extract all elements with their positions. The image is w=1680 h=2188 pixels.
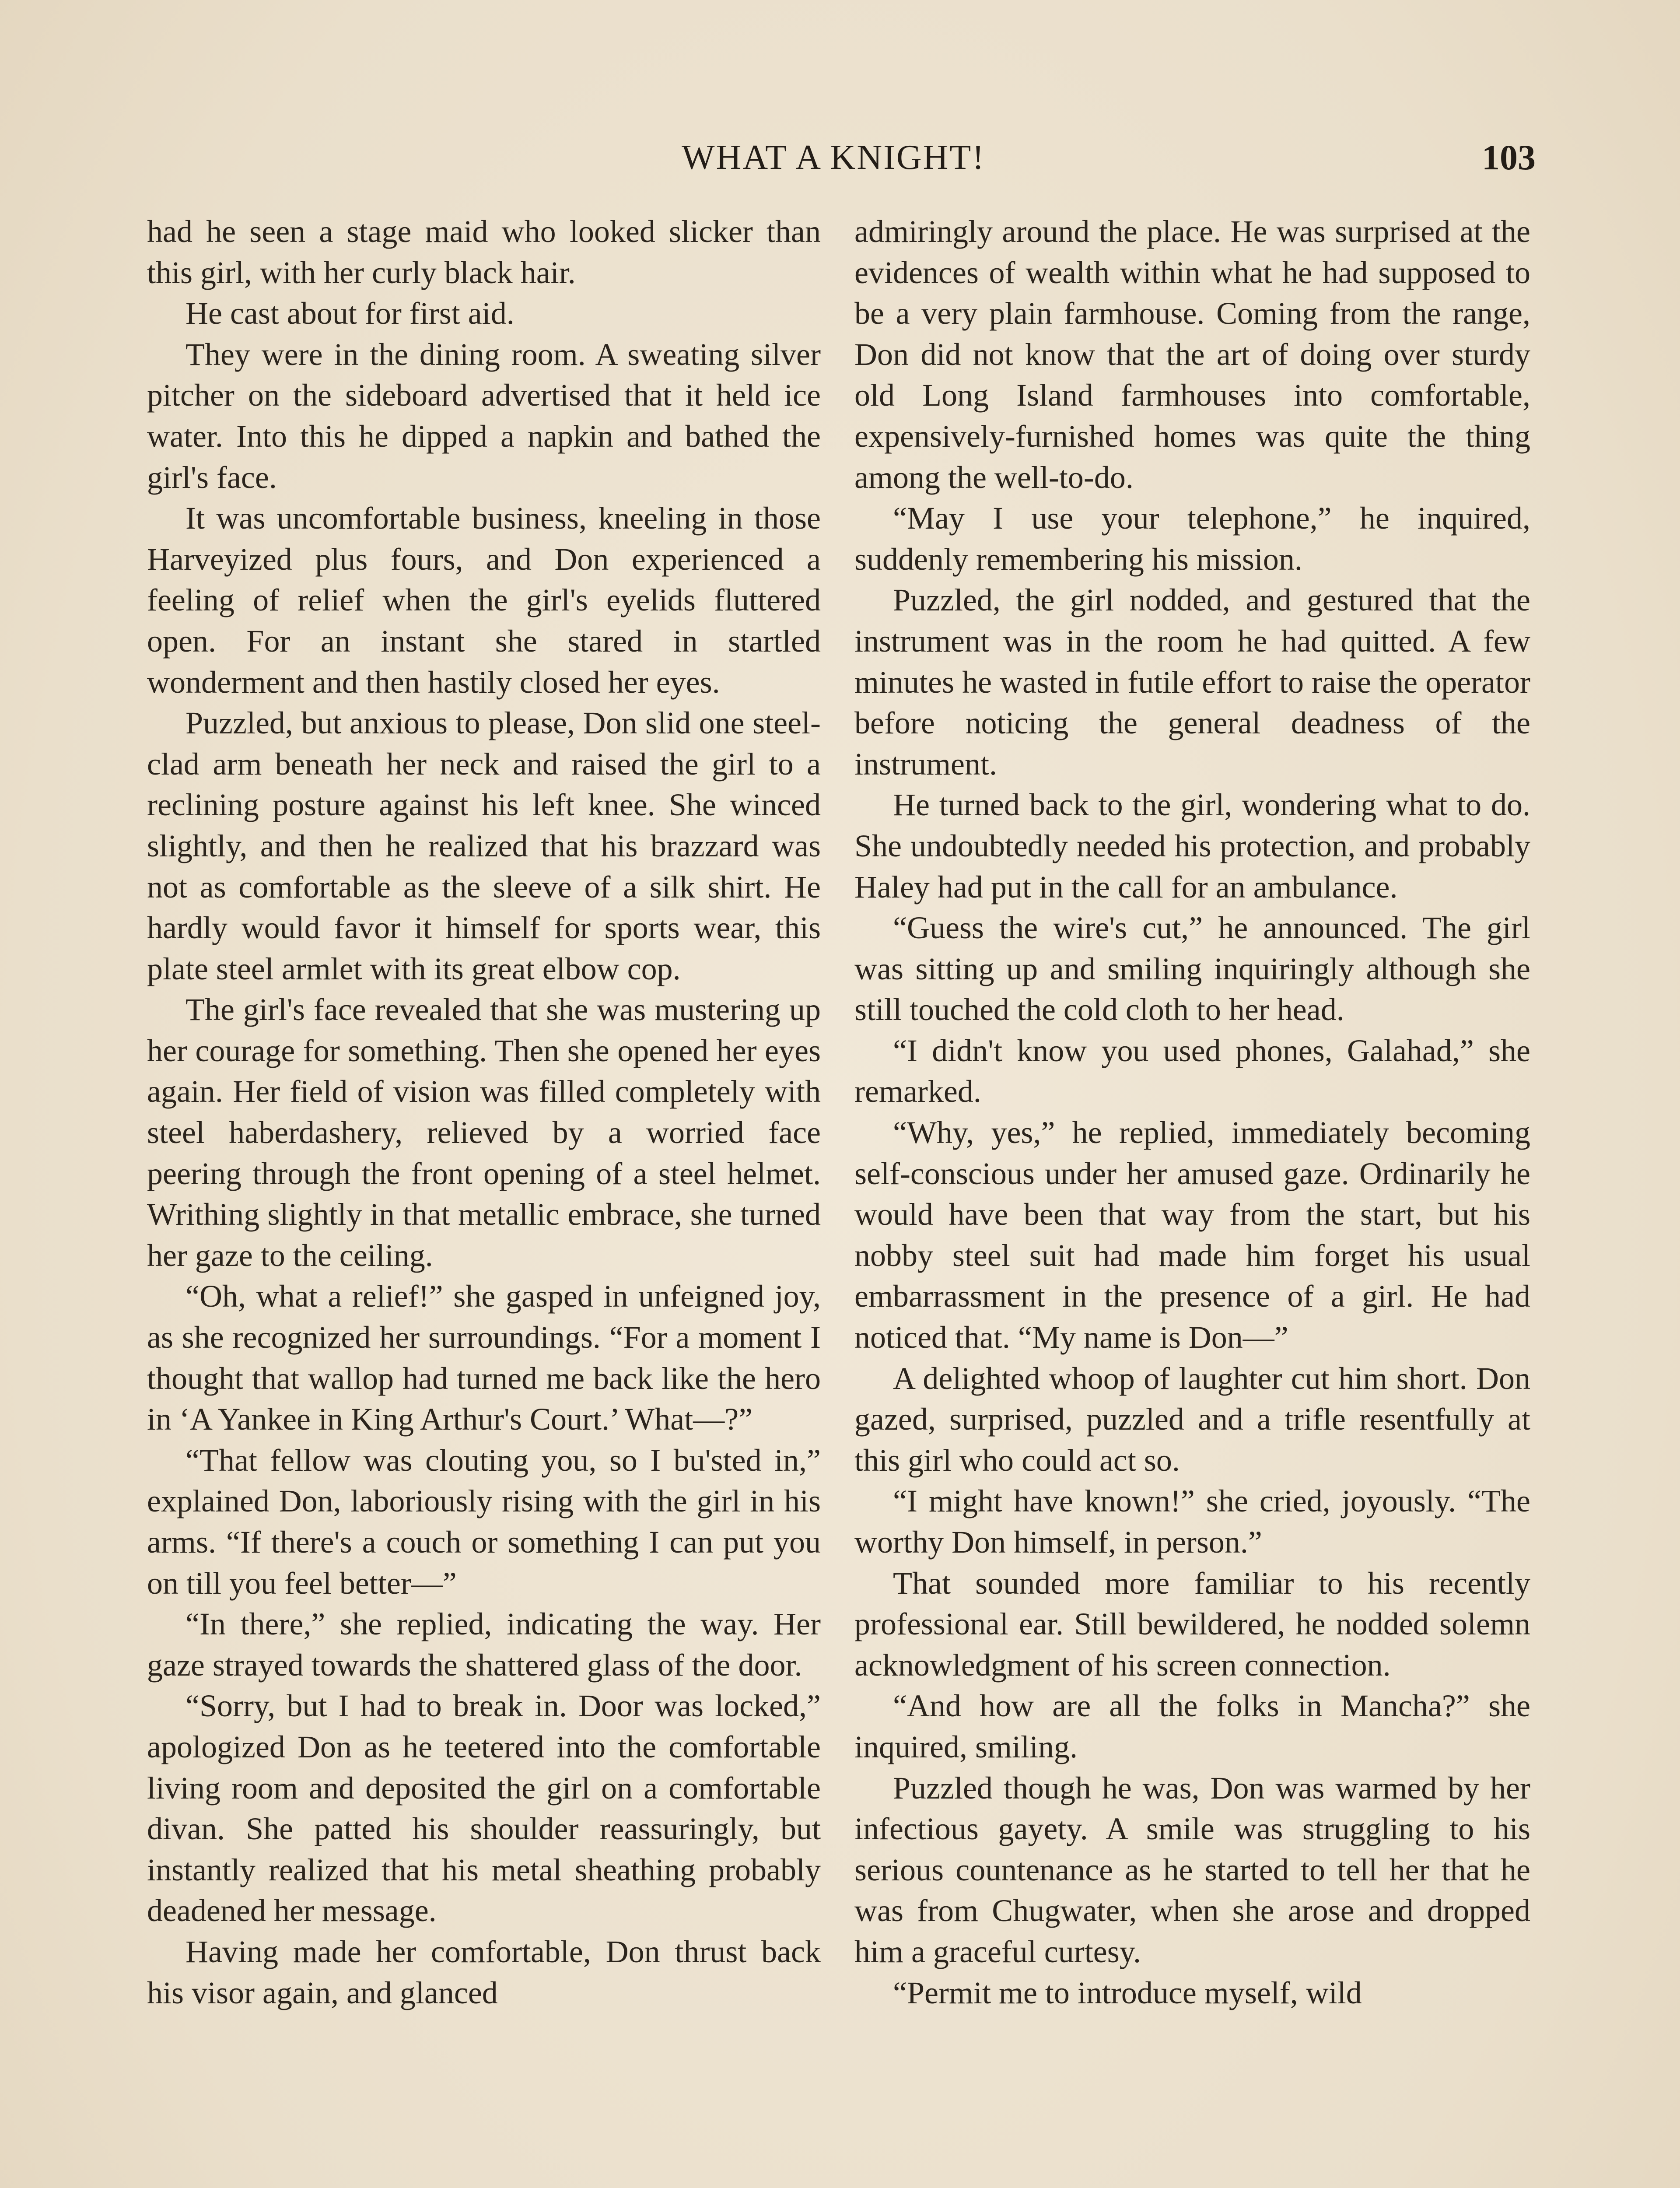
paragraph: Puzzled though he was, Don was warmed by her infectious gayety. A smile was struggling to his serious countenance as he started to tell her that he was from Chugwater, when she arose and dropped him a graceful curtesy. [854,1770,1530,1969]
paragraph: “In there,” she replied, indicating the way. Her gaze strayed towards the shattered glass of the door. [147,1606,821,1683]
paragraph: “I didn't know you used phones, Galahad,” she remarked. [854,1033,1530,1109]
paragraph: “Why, yes,” he replied, immediately becoming self-conscious under her amused gaze. Ordinarily he would have been that way from the start, but his nobby steel suit had made him forget his usual embarrassment in the presence of a girl. He had noticed that. “My name is Don—” [854,1115,1530,1355]
paragraph: Puzzled, the girl nodded, and gestured that the instrument was in the room he had quitted. A few minutes he wasted in futile effort to raise the operator before noticing the general deadness of the instrument. [854,582,1530,782]
paragraph: admiringly around the place. He was surprised at the evidences of wealth within what he had supposed to be a very plain farmhouse. Coming from the range, Don did not know that the art of doing over sturdy old Long Island farmhouses into comfortable, expensively-furnished homes was quite the thing among the well-to-do. [854,214,1530,495]
paragraph: “That fellow was clouting you, so I bu'sted in,” explained Don, laboriously rising with the girl in his arms. “If there's a couch or something I can put you on till you feel better—” [147,1442,821,1601]
paragraph: had he seen a stage maid who looked slicker than this girl, with her curly black hair. [147,214,821,290]
left-column [147,211,821,2013]
paragraph: “Permit me to introduce myself, wild [893,1975,1362,2010]
paragraph: A delighted whoop of laughter cut him short. Don gazed, surprised, puzzled and a trifle resentfully at this girl who could act so. [854,1360,1530,1478]
paragraph: It was uncomfortable business, kneeling in those Harveyized plus fours, and Don experienced a feeling of relief when the girl's eyelids fluttered open. For an instant she stared in startled wonderment and then hastily closed her eyes. [147,501,821,700]
paragraph: He cast about for first aid. [186,296,514,331]
paragraph: They were in the dining room. A sweating silver pitcher on the sideboard advertised that it held ice water. Into this he dipped a napkin and bathed the girl's face. [147,337,821,495]
paragraph: “And how are all the folks in Mancha?” she inquired, smiling. [854,1688,1530,1764]
paragraph: That sounded more familiar to his recently professional ear. Still bewildered, he nodded solemn acknowledgment of his screen connection. [854,1565,1530,1683]
right-column [854,211,1530,2013]
paragraph: “Guess the wire's cut,” he announced. The girl was sitting up and smiling inquiringly although she still touched the cold cloth to her head. [854,910,1530,1027]
page-number: 103 [1482,137,1536,177]
paragraph: The girl's face revealed that she was mustering up her courage for something. Then she opened her eyes again. Her field of vision was filled completely with steel haberdashery, relieved by a worried face peering through the front opening of a steel helmet. Writhing slightly in that metallic embrace, she turned her gaze to the ceiling. [147,992,821,1273]
paragraph: “Sorry, but I had to break in. Door was locked,” apologized Don as he teetered into the comfortable living room and deposited the girl on a comfortable divan. She patted his shoulder reassuringly, but instantly realized that his metal sheathing probably deadened her message. [147,1688,821,1929]
paragraph: He turned back to the girl, wondering what to do. She undoubtedly needed his protection, and probably Haley had put in the call for an ambulance. [854,787,1530,905]
running-head [131,131,1536,184]
paragraph: Puzzled, but anxious to please, Don slid one steel-clad arm beneath her neck and raised the girl to a reclining posture against his left knee. She winced slightly, and then he realized that his brazzard was not as comfortable as the sleeve of a silk shirt. He hardly would favor it himself for sports wear, this plate steel armlet with its great elbow cop. [147,705,821,986]
paragraph: Having made her comfortable, Don thrust back his visor again, and glanced [147,1934,821,2010]
running-title: WHAT A KNIGHT! [682,138,985,177]
paragraph: “May I use your telephone,” he inquired, suddenly remembering his mission. [854,501,1530,577]
paragraph: “I might have known!” she cried, joyously. “The worthy Don himself, in person.” [854,1483,1530,1560]
paragraph: “Oh, what a relief!” she gasped in unfeigned joy, as she recognized her surroundings. “For a moment I thought that wallop had turned me back like the hero in ‘A Yankee in King Arthur's Court.’ What—?” [147,1279,821,1437]
